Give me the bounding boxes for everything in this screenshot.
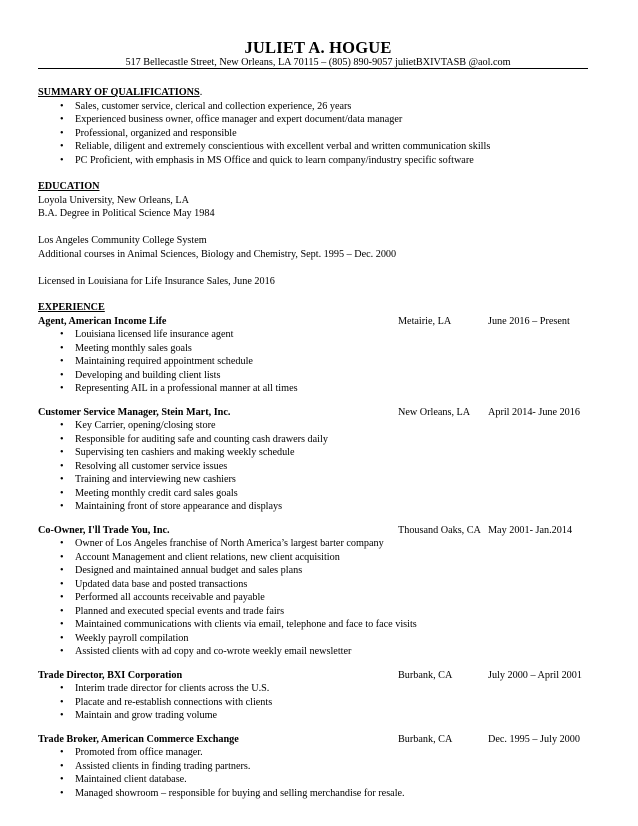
bullet-item: • Interim trade director for clients across the U.S.	[38, 682, 598, 696]
bullet-item: • Placate and re-establish connections with clients	[38, 696, 598, 710]
job-duties	[38, 537, 598, 659]
bullet-item: • Experienced business owner, office manager and expert document/data manager	[38, 113, 598, 127]
bullet-item: • Responsible for auditing safe and counting cash drawers daily	[38, 433, 598, 447]
job-dates: Dec. 1995 – July 2000	[488, 733, 580, 745]
education-title: EDUCATION	[38, 181, 100, 192]
bullet-item: • Assisted clients in finding trading partners.	[38, 760, 598, 774]
job-duties	[38, 419, 598, 514]
bullet-item: • Performed all accounts receivable and payable	[38, 591, 598, 605]
bullet-item: • Maintaining front of store appearance and displays	[38, 500, 598, 514]
bullet-item: • Updated data base and posted transactions	[38, 578, 598, 592]
summary-section	[38, 86, 598, 167]
bullet-item: • Developing and building client lists	[38, 369, 598, 383]
job-header	[38, 406, 598, 420]
bullet-item: • Maintained client database.	[38, 773, 598, 787]
job-entry	[38, 733, 598, 801]
education-line: Licensed in Louisiana for Life Insurance Sales, June 2016	[38, 275, 275, 287]
bullet-item: • Weekly payroll compilation	[38, 632, 598, 646]
job-title: Customer Service Manager, Stein Mart, Inc.	[38, 406, 231, 418]
bullet-item: • Key Carrier, opening/closing store	[38, 419, 598, 433]
bullet-item: • Maintained communications with clients via email, telephone and face to face visits	[38, 618, 598, 632]
job-location: Metairie, LA	[398, 315, 452, 327]
resume-page	[38, 38, 598, 800]
bullet-item: • Promoted from office manager.	[38, 746, 598, 760]
job-header	[38, 524, 598, 538]
job-entry	[38, 406, 598, 514]
education-spacer	[38, 221, 598, 235]
job-header	[38, 733, 598, 747]
bullet-item: • Planned and executed special events and trade fairs	[38, 605, 598, 619]
bullet-item: • Representing AIL in a professional manner at all times	[38, 382, 598, 396]
job-entry	[38, 315, 598, 396]
job-location: New Orleans, LA	[398, 406, 471, 418]
job-dates: June 2016 – Present	[488, 315, 570, 327]
education-spacer	[38, 261, 598, 275]
bullet-item: • Account Management and client relations, new client acquisition	[38, 551, 598, 565]
education-lines	[38, 194, 598, 289]
bullet-item: • Assisted clients with ad copy and co-wrote weekly email newsletter	[38, 645, 598, 659]
job-duties	[38, 328, 598, 396]
education-section	[38, 180, 598, 288]
job-title: Co-Owner, I'll Trade You, Inc.	[38, 524, 170, 536]
candidate-name: JULIET A. HOGUE	[244, 38, 392, 57]
bullet-item: • PC Proficient, with emphasis in MS Office and quick to learn company/industry specific software	[38, 154, 598, 168]
bullet-item: • Meeting monthly credit card sales goals	[38, 487, 598, 501]
job-dates: May 2001- Jan.2014	[488, 524, 573, 536]
education-line: B.A. Degree in Political Science May 1984	[38, 208, 215, 219]
summary-title: SUMMARY OF QUALIFICATIONS	[38, 87, 200, 98]
bullet-item: • Training and interviewing new cashiers	[38, 473, 598, 487]
job-entry	[38, 524, 598, 659]
job-dates: April 2014- June 2016	[488, 406, 580, 418]
job-header	[38, 669, 598, 683]
summary-list	[38, 100, 598, 168]
bullet-item: • Designed and maintained annual budget and sales plans	[38, 564, 598, 578]
bullet-item: • Resolving all customer service issues	[38, 460, 598, 474]
education-line: Los Angeles Community College System	[38, 235, 207, 246]
job-dates: July 2000 – April 2001	[488, 669, 582, 681]
education-line: Loyola University, New Orleans, LA	[38, 194, 189, 206]
education-line: Additional courses in Animal Sciences, Biology and Chemistry, Sept. 1995 – Dec. 2000	[38, 248, 397, 260]
bullet-item: • Supervising ten cashiers and making weekly schedule	[38, 446, 598, 460]
job-location: Burbank, CA	[398, 669, 453, 681]
bullet-item: • Louisiana licensed life insurance agent	[38, 328, 598, 342]
experience-title: EXPERIENCE	[38, 302, 105, 313]
bullet-item: • Reliable, diligent and extremely conscientious with excellent verbal and written communication skills	[38, 140, 598, 154]
bullet-item: • Maintain and grow trading volume	[38, 709, 598, 723]
contact-line: 517 Bellecastle Street, New Orleans, LA 70115 – (805) 890-9057 julietBXIVTASB @aol.com	[125, 57, 511, 68]
experience-section	[38, 301, 598, 800]
job-location: Burbank, CA	[398, 733, 453, 745]
summary-heading	[38, 86, 598, 100]
job-duties	[38, 746, 598, 800]
job-title: Agent, American Income Life	[38, 315, 167, 327]
job-duties	[38, 682, 598, 723]
bullet-item: • Professional, organized and responsible	[38, 127, 598, 141]
job-title: Trade Director, BXI Corporation	[38, 669, 183, 681]
summary-title-suffix: .	[199, 87, 203, 98]
bullet-item: • Managed showroom – responsible for buying and selling merchandise for resale.	[38, 787, 598, 801]
job-location: Thousand Oaks, CA	[398, 524, 481, 536]
bullet-item: • Maintaining required appointment schedule	[38, 355, 598, 369]
job-title: Trade Broker, American Commerce Exchange	[38, 733, 239, 745]
job-entry	[38, 669, 598, 723]
job-header	[38, 315, 598, 329]
job-list	[38, 315, 598, 801]
bullet-item: • Meeting monthly sales goals	[38, 342, 598, 356]
bullet-item: • Sales, customer service, clerical and collection experience, 26 years	[38, 100, 598, 114]
bullet-item: • Owner of Los Angeles franchise of North America’s largest barter company	[38, 537, 598, 551]
